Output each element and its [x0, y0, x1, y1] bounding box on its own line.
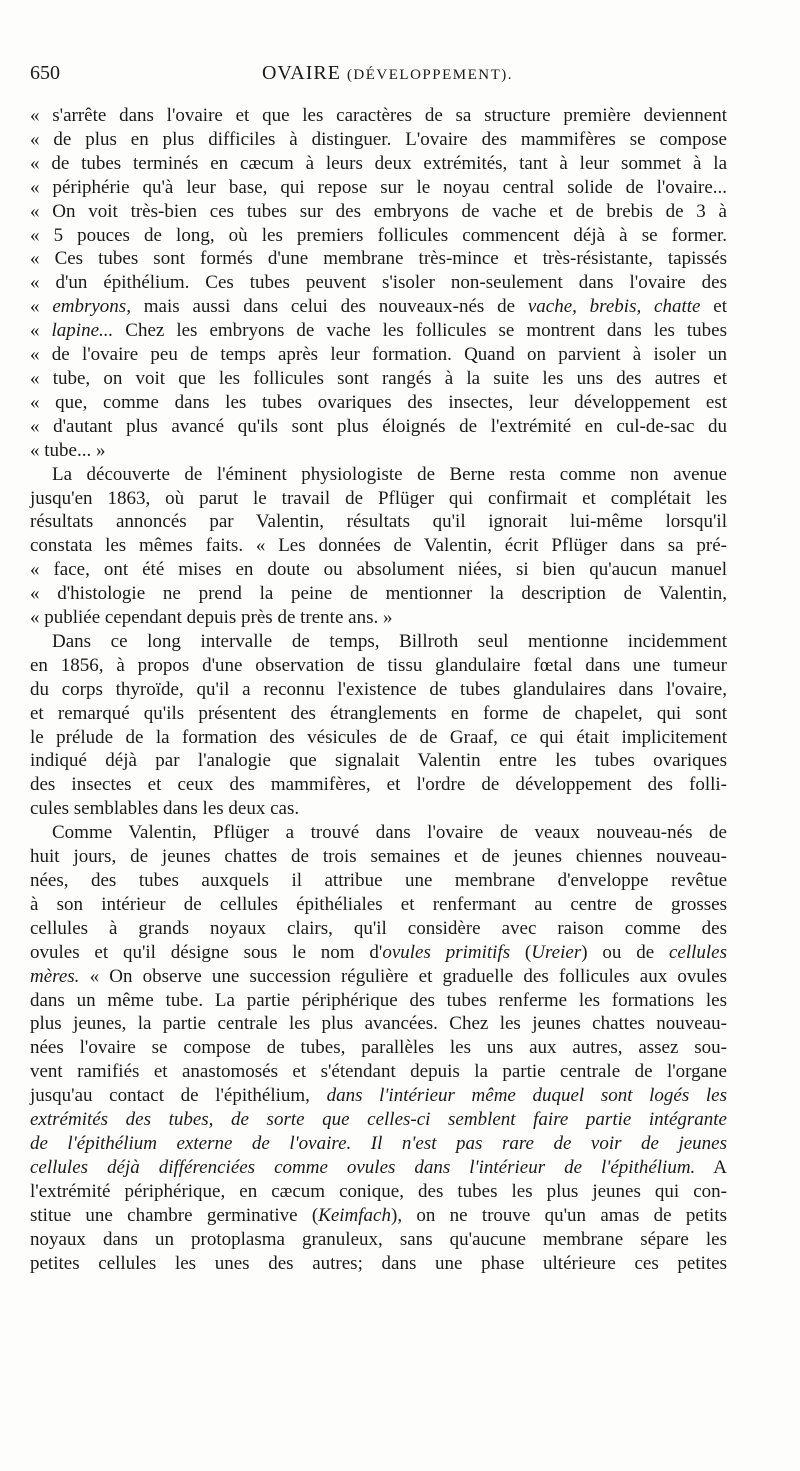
text-line: « de plus en plus difficiles à distinguer. L'ovaire des mammifères se compose [30, 128, 727, 150]
text-line-italic: de l'épithélium externe de l'ovaire. Il n'est pas rare de voir de jeunes [30, 1132, 727, 1154]
text-segment-italic: Ureier [531, 941, 582, 963]
text-line-italic: extrémités des tubes, de sorte que celles-ci semblent faire partie intégrante [30, 1109, 727, 1131]
text-line: plus jeunes, la partie centrale les plus avancées. Chez les jeunes chattes nouveau- [30, 1013, 727, 1035]
text-segment-italic: embryons, [52, 296, 131, 318]
text-segment: et [700, 296, 727, 318]
running-title [30, 62, 745, 85]
text-line: Dans ce long intervalle de temps, Billroth seul mentionne incidemment [52, 630, 727, 652]
text-line: petites cellules les unes des autres; dans une phase ultérieure ces petites [30, 1252, 727, 1274]
page-number: 650 [30, 62, 60, 84]
text-line: à son intérieur de cellules épithéliales et renfermant au centre de grosses [30, 893, 727, 915]
page-header [30, 62, 745, 92]
text-segment: mais aussi dans celui des nouveaux-nés de [130, 296, 528, 318]
text-line: constata les mêmes faits. « Les données de Valentin, écrit Pflüger dans sa pré- [30, 535, 727, 557]
text-segment: « [30, 296, 53, 318]
text-line: « d'un épithélium. Ces tubes peuvent s'isoler non-seulement dans l'ovaire des [30, 272, 727, 294]
text-segment-italic: dans l'intérieur même duquel sont logés les [326, 1085, 727, 1107]
text-line: du corps thyroïde, qu'il a reconnu l'existence de tubes glandulaires dans l'ovaire, [30, 678, 727, 700]
running-title-sub: (DÉVELOPPEMENT). [346, 67, 514, 83]
text-line-mixed [30, 295, 727, 319]
text-segment: Chez les embryons de vache les follicules se montrent dans les tubes [113, 320, 727, 342]
text-segment-italic: ovules primitifs [382, 941, 511, 963]
text-segment: stitue une chambre germinative [30, 1204, 312, 1226]
text-line-mixed [30, 965, 727, 989]
text-line: « Ces tubes sont formés d'une membrane très-mince et très-résistante, tapissés [30, 248, 727, 270]
paragraph-comme-valentin [30, 821, 727, 1275]
text-segment: ) ou de [581, 941, 669, 963]
text-segment-italic: vache, brebis, chatte [527, 296, 701, 318]
text-segment-italic: cellules [668, 941, 727, 963]
text-line: noyaux dans un protoplasma granuleux, sans qu'aucune membrane sépare les [30, 1228, 727, 1250]
paragraph-quote-valentin [30, 104, 727, 463]
text-line: « d'autant plus avancé qu'ils sont plus éloignés de l'extrémité en cul-de-sac du [30, 415, 727, 437]
text-line: l'extrémité périphérique, en cæcum conique, des tubes les plus jeunes qui con- [30, 1180, 727, 1202]
text-line: « publiée cependant depuis près de trente ans. » [30, 607, 393, 629]
text-line: « d'histologie ne prend la peine de mentionner la description de Valentin, [30, 583, 727, 605]
text-line: résultats annoncés par Valentin, résultats qu'il ignorait lui-même lorsqu'il [30, 511, 727, 533]
page-body [30, 104, 727, 1275]
text-line: « de l'ovaire peu de temps après leur formation. Quand on parvient à isoler un [30, 344, 727, 366]
text-segment: A [695, 1156, 727, 1178]
text-line: dans un même tube. La partie périphérique des tubes renferme les formations les [30, 989, 727, 1011]
text-line: « tube, on voit que les follicules sont rangés à la suite les uns des autres et [30, 367, 727, 389]
text-line: « 5 pouces de long, où les premiers follicules commencent déjà à se former. [30, 224, 727, 246]
text-line: « face, ont été mises en doute ou absolument niées, si bien qu'aucun manuel [30, 559, 727, 581]
text-line: nées, des tubes auxquels il attribue une membrane d'enveloppe revêtue [30, 870, 727, 891]
text-segment: « On observe une succession régulière et graduelle des follicules aux ovules [79, 965, 727, 987]
text-line: « On voit très-bien ces tubes sur des embryons de vache et de brebis de 3 à [30, 200, 727, 222]
text-segment-italic: lapine... [51, 320, 114, 342]
paragraph-billroth [30, 630, 727, 821]
text-line: Comme Valentin, Pflüger a trouvé dans l'ovaire de veaux nouveau-nés de [52, 822, 727, 844]
text-segment: ), on ne trouve qu'un amas de petits [391, 1204, 728, 1226]
text-line: des insectes et ceux des mammifères, et l'ordre de développement des folli- [30, 774, 727, 796]
text-line: indiqué déjà par l'analogie que signalait Valentin entre les tubes ovariques [30, 750, 727, 772]
text-line: « de tubes terminés en cæcum à leurs deux extrémités, tant à leur sommet à la [30, 152, 727, 174]
text-segment: jusqu'au contact de l'épithélium, [30, 1085, 327, 1107]
text-segment: ( [311, 1204, 319, 1226]
text-segment-italic: mères. [30, 965, 80, 987]
text-segment: ovules et qu'il désigne sous le nom d' [30, 941, 383, 963]
text-line: cules semblables dans les deux cas. [30, 798, 300, 820]
text-line-mixed [30, 319, 727, 343]
text-line: nées l'ovaire se compose de tubes, parallèles les uns aux autres, assez sou- [30, 1037, 727, 1059]
text-segment: ( [510, 941, 532, 963]
text-line: cellules à grands noyaux clairs, qu'il considère avec raison comme des [30, 917, 727, 939]
text-line: en 1856, à propos d'une observation de tissu glandulaire fœtal dans une tumeur [30, 654, 727, 676]
text-line-mixed [30, 1156, 727, 1180]
text-line: « que, comme dans les tubes ovariques des insectes, leur développement est [30, 391, 727, 413]
text-segment-italic: Keimfach [318, 1204, 391, 1226]
text-line: « périphérie qu'à leur base, qui repose sur le noyau central solide de l'ovaire... [30, 176, 727, 198]
paragraph-pfluger [30, 463, 727, 630]
text-line: huit jours, de jeunes chattes de trois semaines et de jeunes chiennes nouveau- [30, 846, 727, 868]
text-line-mixed [30, 1204, 727, 1228]
text-line: vent ramifiés et anastomosés et s'étendant depuis la partie centrale de l'organe [30, 1061, 727, 1083]
text-line: jusqu'en 1863, où parut le travail de Pflüger qui confirmait et complétait les [30, 487, 727, 509]
text-line-mixed [30, 941, 727, 965]
text-line-mixed [30, 1084, 727, 1108]
text-line: le prélude de la formation des vésicules de de Graaf, ce qui était implicitement [30, 726, 727, 748]
running-title-main: OVAIRE [261, 62, 341, 84]
text-line: et remarqué qu'ils présentent des étranglements en forme de chapelet, qui sont [30, 702, 727, 724]
text-line: La découverte de l'éminent physiologiste de Berne resta comme non avenue [52, 463, 727, 485]
text-segment-italic: cellules déjà différenciées comme ovules dans l'intérieur de l'épithélium. [30, 1156, 696, 1178]
text-line: « tube... » [30, 439, 106, 461]
text-line: « s'arrête dans l'ovaire et que les caractères de sa structure première deviennent [30, 105, 727, 126]
text-segment: « [30, 320, 52, 342]
